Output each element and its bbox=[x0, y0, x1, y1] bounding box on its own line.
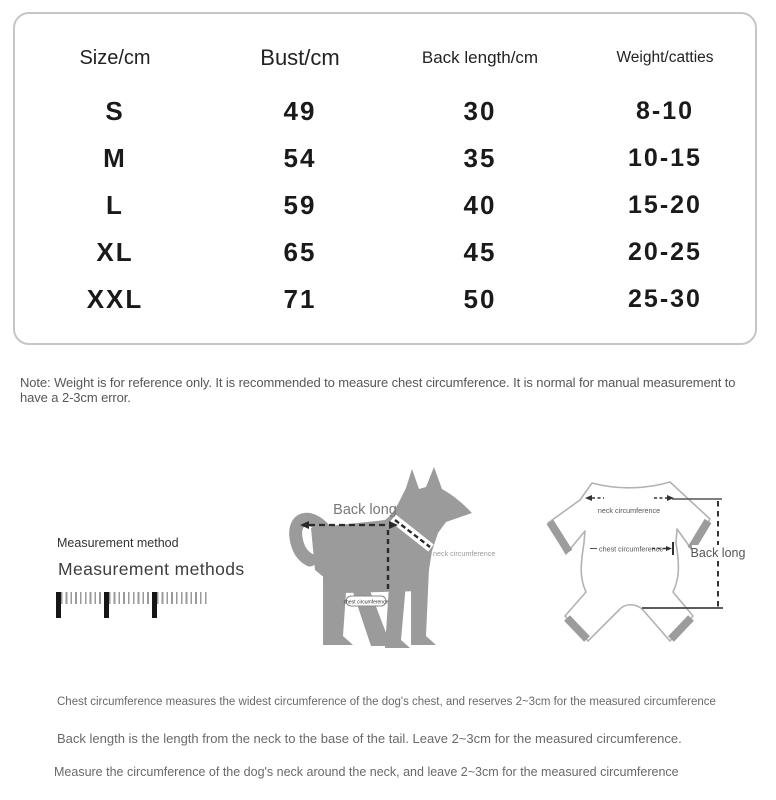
garment-back-long-label: Back long bbox=[690, 546, 746, 560]
chest-tip-text: Chest circumference measures the widest circumference of the dog's chest, and reserves 2~3cm for the measured circumference bbox=[57, 696, 716, 708]
weight-cell: 8-10 bbox=[635, 97, 695, 125]
weight-cell: 10-15 bbox=[628, 144, 702, 172]
ruler-major-tick bbox=[104, 592, 109, 618]
bust-cell: 49 bbox=[283, 96, 317, 126]
measurement-methods-title: Measurement methods bbox=[58, 559, 245, 579]
back-length-cell: 45 bbox=[463, 237, 497, 267]
column-header-weight: Weight/catties bbox=[616, 49, 714, 66]
weight-cell: 15-20 bbox=[628, 191, 702, 219]
measurement-method-label: Measurement method bbox=[57, 536, 179, 550]
back-length-cell: 50 bbox=[463, 284, 497, 314]
back-length-cell: 35 bbox=[463, 143, 497, 173]
weight-reference-note: Note: Weight is for reference only. It is recommended to measure chest circumference. It is normal for manual measurement to have a 2-3cm error. bbox=[20, 375, 736, 405]
neck-tip-text: Measure the circumference of the dog's neck around the neck, and leave 2~3cm for the measured circumference bbox=[54, 765, 679, 779]
dog-front-leg bbox=[411, 566, 436, 645]
ruler-illustration bbox=[56, 592, 208, 618]
column-header-size: Size/cm bbox=[79, 46, 151, 69]
bust-cell: 71 bbox=[283, 284, 317, 314]
dog-back-long-label: Back long bbox=[333, 502, 397, 518]
size-cell: L bbox=[106, 190, 124, 220]
column-header-back-length: Back length/cm bbox=[421, 48, 539, 67]
garment-diagram bbox=[540, 455, 776, 660]
bust-cell: 65 bbox=[283, 237, 317, 267]
garment-chest-label: chest circumference bbox=[599, 544, 664, 554]
bust-cell: 59 bbox=[283, 190, 317, 220]
weight-cell: 20-25 bbox=[628, 238, 702, 266]
size-cell: XL bbox=[96, 237, 134, 267]
size-cell: M bbox=[103, 143, 127, 173]
dog-neck-label: neck circumference bbox=[433, 549, 496, 558]
column-header-bust: Bust/cm bbox=[260, 45, 340, 70]
dog-chest-label: chest circumference bbox=[343, 599, 389, 606]
dog-diagram bbox=[285, 450, 505, 660]
back-length-tip-text: Back length is the length from the neck to the base of the tail. Leave 2~3cm for the measured circumference. bbox=[57, 731, 682, 746]
bust-cell: 54 bbox=[283, 143, 317, 173]
back-length-cell: 40 bbox=[463, 190, 497, 220]
weight-cell: 25-30 bbox=[628, 285, 702, 313]
ruler-major-tick bbox=[56, 592, 61, 618]
garment-neck-label: neck circumference bbox=[597, 506, 661, 515]
size-chart-table bbox=[13, 12, 757, 345]
back-length-cell: 30 bbox=[463, 96, 497, 126]
size-cell: XXL bbox=[86, 284, 144, 314]
size-cell: S bbox=[105, 96, 125, 126]
ruler-major-tick bbox=[152, 592, 157, 618]
ruler-minor-ticks bbox=[56, 592, 208, 604]
